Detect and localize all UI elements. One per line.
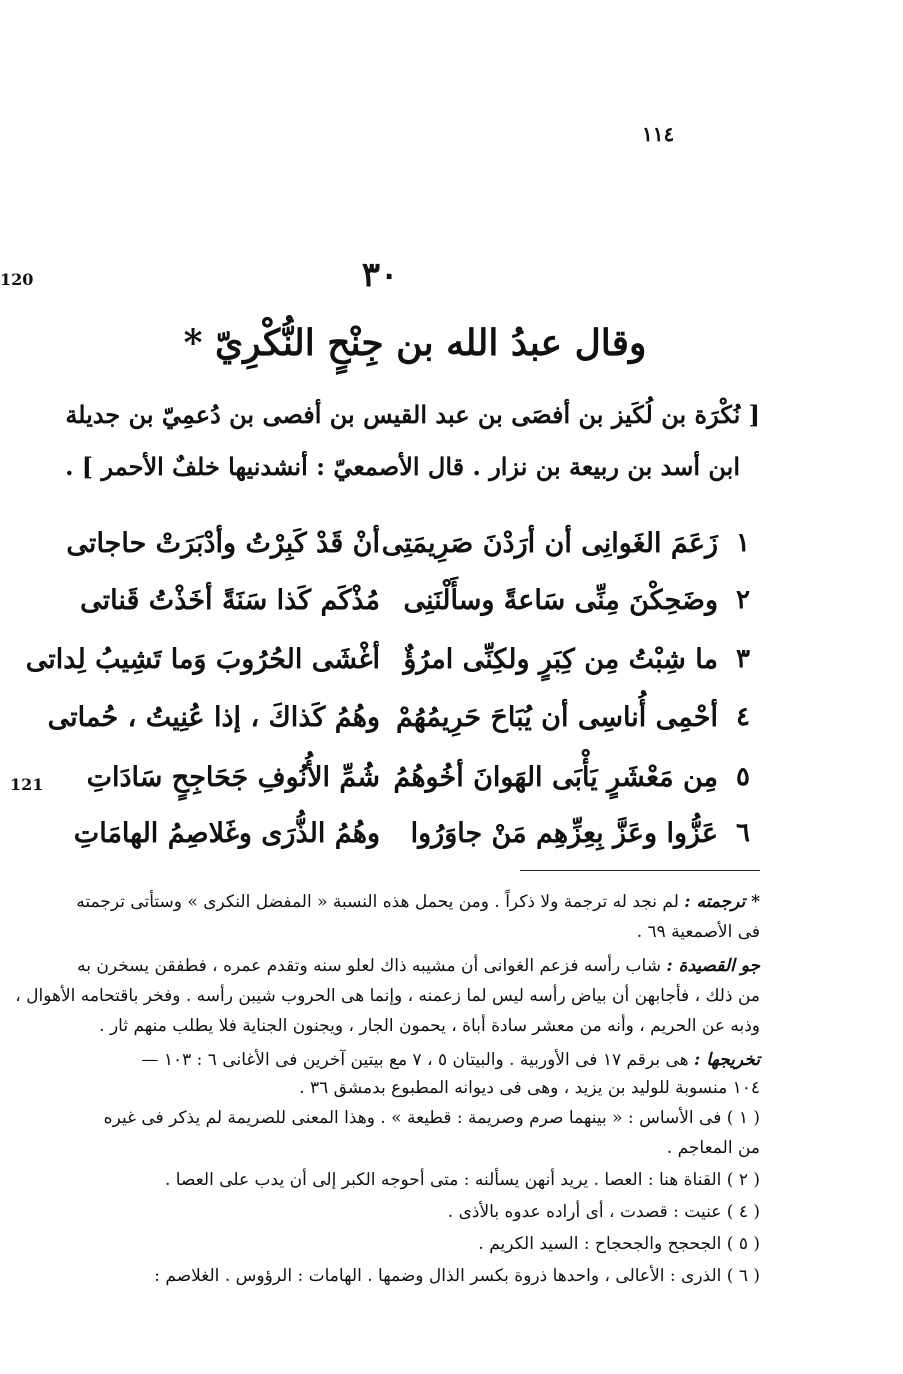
verse-first-hemistich: أحْمِى أُناسِى أن يُبَاحَ حَرِيمُهُمْ — [395, 702, 718, 733]
footnote-line — [70, 1052, 760, 1069]
verse-row — [73, 818, 760, 868]
intro-line: ابن أسد بن ربيعة بن نزار . قال الأصمعيّ : أنشدنيها خلفٌ الأحمر ] . — [65, 452, 740, 481]
footnote-line: فى الأصمعية ٦٩ . — [636, 922, 760, 942]
page-number: ١١٤ — [642, 122, 675, 146]
verse-first-hemistich: وضَحِكْنَ مِنِّى سَاعةً وسأَلْنَنِى — [403, 585, 718, 616]
verse-first-hemistich: ما شِبْتُ مِن كِبَرٍ ولكِنِّى امرُؤٌ — [403, 644, 718, 675]
verse-first-hemistich: زَعَمَ الغَوانِى أن أرَدْنَ صَرِيمَتِى — [381, 528, 718, 559]
footnote-line: ١٠٤ منسوبة للوليد بن يزيد ، وهى فى ديوانه المطبوع بدمشق ٣٦ . — [299, 1078, 760, 1098]
verse-number: ٤ — [736, 702, 750, 732]
footnote-line: ( ٦ ) الذرى : الأعالى ، واحدها ذروة بكسر الذال وضمها . الهامات : الرؤوس . الغلاصم : — [154, 1266, 760, 1286]
verse-first-hemistich: عَزُّوا وعَزَّ بِعِزِّهِم مَنْ جاوَرُوا — [410, 818, 718, 849]
intro-line: [ نُكْرَة بن لُكَيز بن أفصَى بن عبد القيس بن أفصى بن دُعمِيّ بن جديلة — [65, 400, 760, 429]
footnote-line: من ذلك ، فأجابهن أن بياض رأسه ليس لما زعمنه ، وإنما هى الحروب شيبن رأسه . وفخر باقتحامه الأهوال ، — [15, 986, 760, 1006]
footnote-label: تخريجها : — [694, 1050, 760, 1070]
footnote-line: من المعاجم . — [666, 1138, 760, 1158]
verse-second-hemistich: شُمِّ الأُنُوفِ جَحَاجِحٍ سَادَاتِ — [86, 762, 380, 793]
verse-first-hemistich: مِن مَعْشَرٍ يَأْبَى الهَوانَ أخُوهُمُ — [393, 762, 718, 793]
poem-title: وقال عبدُ الله بن جِنْحٍ النُّكْرِيّ * — [183, 322, 647, 364]
verse-second-hemistich: أغْشَى الحُرُوبَ وَما تَشِيبُ لِداتى — [25, 644, 380, 675]
verse-second-hemistich: مُذْكَم كَذا سَنَةً أخَذْتُ قَناتى — [80, 585, 380, 616]
footnote-label: * ترجمته : — [684, 892, 760, 912]
verse-second-hemistich: وهُمُ كَذاكَ ، إذا عُنِيتُ ، حُماتى — [47, 702, 380, 733]
verse-number: ٢ — [736, 585, 750, 615]
verse-number: ١ — [736, 528, 750, 558]
verse-second-hemistich: أنْ قَدْ كَبِرْتُ وأدْبَرَتْ حاجاتى — [66, 528, 380, 559]
margin-number-middle: 121 — [10, 775, 44, 794]
margin-number-top: 120 — [0, 270, 34, 289]
footnote-label: جو القصيدة : — [666, 956, 760, 976]
footnote-line: ( ١ ) فى الأساس : « بينهما صرم وصريمة : قطيعة » . وهذا المعنى للصريمة لم يذكر فى غيره — [103, 1108, 760, 1128]
footnote-text: لم نجد له ترجمة ولا ذكراً . ومن يحمل هذه النسبة « المفضل النكرى » وستأتى ترجمته — [76, 892, 679, 912]
footnote-text: شاب رأسه فزعم الغوانى أن مشيبه ذاك لعلو سنه وتقدم عمره ، فطفقن يسخرن به — [77, 956, 661, 976]
verse-row — [25, 644, 760, 694]
verse-number: ٥ — [736, 762, 750, 792]
verse-number: ٦ — [736, 818, 750, 848]
footnote-text: هى برقم ١٧ فى الأوربية . والبيتان ٥ ، ٧ مع بيتين آخرين فى الأغانى ٦ : ١٠٣ — — [141, 1050, 689, 1070]
verse-row — [80, 762, 760, 812]
footnote-line — [70, 894, 760, 911]
footnote-separator — [520, 870, 760, 871]
footnote-line: وذبه عن الحريم ، وأنه من معشر سادة أباة ، يحمون الجار ، ويجنون الجناية فلا يطلب منهم ثار . — [99, 1016, 760, 1036]
verse-row — [66, 528, 760, 578]
verse-second-hemistich: وهُمُ الذُّرَى وغَلاصِمُ الهامَاتِ — [73, 818, 380, 849]
verse-row — [80, 585, 760, 635]
footnote-line: ( ٢ ) القناة هنا : العصا . يريد أنهن يسألنه : متى أحوجه الكبر إلى أن يدب على العصا . — [164, 1170, 760, 1190]
poem-number: ٣٠ — [361, 255, 399, 295]
footnote-line: ( ٤ ) عنيت : قصدت ، أى أراده عدوه بالأذى . — [447, 1202, 760, 1222]
verse-row — [47, 702, 760, 752]
verse-number: ٣ — [736, 644, 750, 674]
footnote-line: ( ٥ ) الجحجح والجحجاح : السيد الكريم . — [478, 1234, 760, 1254]
footnote-line — [70, 958, 760, 975]
